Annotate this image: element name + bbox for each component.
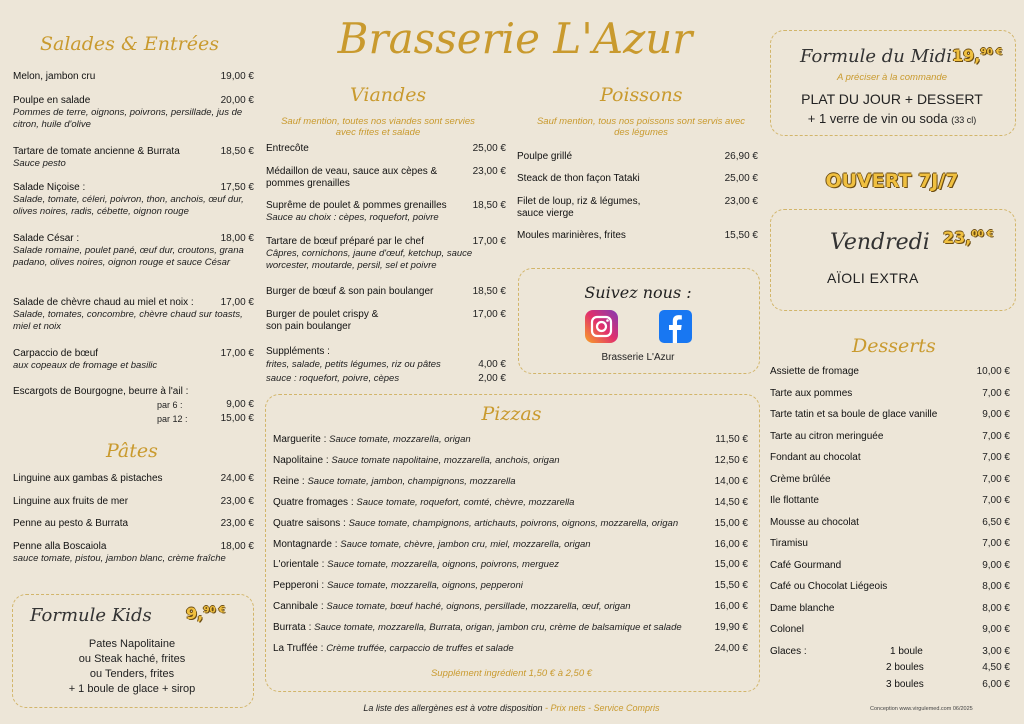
desserts-title: Desserts [852, 335, 936, 357]
supplement-line: sauce : roquefort, poivre, cèpes [266, 373, 400, 384]
footer-note: La liste des allergènes est à votre disposition - Prix nets - Service Compris [363, 703, 660, 713]
menu-item: Entrecôte [266, 143, 309, 154]
pizza-desc: Sauce tomate, jambon, champignons, mozzarella [307, 475, 516, 487]
menu-item: Suprême de poulet & pommes grenailles Sauce au choix : cèpes, roquefort, poivre [266, 200, 447, 223]
dessert-item: Fondant au chocolat [770, 452, 861, 463]
pizza-item [273, 497, 713, 509]
pates-title: Pâtes [106, 440, 158, 462]
dessert-price: 8,00 € [982, 581, 1010, 592]
ouvert-badge: OUVERT 7J/7 [825, 170, 959, 192]
facebook-icon[interactable] [659, 310, 692, 343]
dessert-item: Café ou Chocolat Liégeois [770, 581, 888, 592]
menu-price: 18,00 € [220, 541, 254, 552]
pizza-desc: Sauce tomate napolitaine, mozzarella, anchois, origan [331, 454, 560, 466]
option-label: par 6 : [157, 400, 183, 410]
menu-item: Poulpe en salade Pommes de terre, oignons, poivrons, persillade, jus de citron, huile d'olive [13, 95, 243, 130]
dessert-price: 9,00 € [982, 559, 1010, 571]
dessert-price: 8,00 € [982, 602, 1010, 614]
dessert-price: 10,00 € [976, 366, 1010, 377]
pizza-item [273, 643, 713, 655]
pizza-name: L'orientale : [273, 559, 325, 571]
pizza-item [273, 518, 713, 530]
pizza-desc: Sauce tomate, mozzarella, origan [329, 434, 471, 445]
glace-option: 3 boules [886, 679, 924, 690]
midi-title: Formule du Midi [800, 46, 953, 67]
supplement-price: 2,00 € [478, 373, 506, 384]
pizza-name: Quatre fromages : [273, 496, 354, 508]
pizza-price: 14,00 € [714, 475, 748, 487]
glace-price: 6,00 € [982, 679, 1010, 690]
menu-item: Burger de poulet crispy & son pain boulanger [266, 309, 379, 332]
dessert-price: 7,00 € [982, 430, 1010, 442]
dessert-price: 7,00 € [982, 538, 1010, 549]
menu-item: Penne au pesto & Burrata [13, 518, 129, 529]
pizza-name: La Truffée : [273, 643, 324, 654]
menu-price: 17,00 € [220, 297, 254, 308]
menu-item: Penne alla Boscaiola sauce tomate, pistou, jambon blanc, crème fraîche [13, 541, 226, 564]
dessert-price: 7,00 € [982, 387, 1010, 399]
midi-price: 19,$^{90 €}$ [952, 46, 1003, 65]
vendredi-title: Vendredi [830, 230, 930, 255]
pizza-price: 14,50 € [714, 496, 748, 508]
pizza-price: 11,50 € [715, 434, 748, 445]
poissons-note: Sauf mention, tous nos poissons sont servis avec des légumes [536, 116, 746, 138]
pizza-item [273, 539, 713, 551]
menu-price: 23,00 € [472, 166, 506, 177]
glace-option: 1 boule [890, 646, 923, 657]
pizza-desc: Sauce tomate, bœuf haché, oignons, persillade, mozzarella, œuf, origan [326, 601, 631, 613]
pizza-desc: Sauce tomate, champignons, artichauts, poivrons, oignons, mozzarella, origan [348, 517, 679, 529]
dessert-item: Café Gourmand [770, 559, 842, 571]
menu-price: 26,90 € [724, 151, 758, 162]
menu-price: 23,00 € [724, 196, 758, 207]
kids-title: Formule Kids [30, 605, 152, 626]
dessert-price: 7,00 € [982, 473, 1010, 485]
pizza-item [273, 434, 713, 446]
pizza-item [273, 580, 713, 592]
footer-credit: Conception www.virgulemed.com 06/2025 [870, 706, 973, 712]
dessert-item: Assiette de fromage [770, 366, 859, 377]
option-price: 15,00 € [220, 413, 254, 424]
menu-item: Steack de thon façon Tataki [517, 173, 640, 184]
glace-option: 2 boules [886, 662, 924, 673]
vendredi-dish: AÏOLI EXTRA [827, 270, 919, 286]
pizza-item [273, 601, 713, 613]
kids-price: 9,$^{90 €}$ [186, 604, 226, 623]
pizza-name: Burrata : [273, 622, 312, 634]
menu-price: 15,50 € [724, 230, 758, 241]
menu-price: 19,00 € [220, 71, 254, 82]
midi-subtitle: A préciser à la commande [836, 72, 947, 83]
pizza-name: Marguerite : [273, 434, 327, 445]
menu-item: Tartare de tomate ancienne & Burrata Sauce pesto [13, 146, 180, 169]
pizza-price: 16,00 € [714, 538, 748, 550]
pizza-name: Reine : [273, 475, 305, 487]
pizza-desc: Sauce tomate, roquefort, comté, chèvre, mozzarella [356, 496, 575, 508]
supplement-price: 4,00 € [478, 359, 506, 370]
dessert-item: Dame blanche [770, 602, 835, 614]
dessert-item: Tarte aux pommes [770, 387, 853, 399]
menu-price: 25,00 € [472, 143, 506, 154]
pizza-item [273, 559, 713, 571]
menu-item: Filet de loup, riz & légumes, sauce vierge [517, 196, 641, 219]
menu-item: Salade César : Salade romaine, poulet pané, œuf dur, croutons, grana padano, olives noires, oignon rouge et sauce César [13, 233, 244, 268]
pizza-desc: Sauce tomate, chèvre, jambon cru, miel, mozzarella, origan [340, 538, 591, 550]
supplements-title: Suppléments : [266, 346, 330, 357]
menu-price: 17,00 € [472, 236, 506, 247]
viandes-note: Sauf mention, toutes nos viandes sont servies avec frites et salade [281, 116, 475, 138]
salades-title: Salades & Entrées [40, 33, 219, 55]
dessert-item: Tarte au citron meringuée [770, 430, 884, 442]
pizza-price: 12,50 € [714, 454, 748, 466]
option-label: par 12 : [157, 414, 188, 424]
poissons-title: Poissons [600, 84, 683, 106]
menu-price: 25,00 € [724, 173, 758, 184]
pizza-price: 16,00 € [714, 601, 748, 613]
menu-price: 23,00 € [220, 496, 254, 507]
menu-item: Tartare de bœuf préparé par le chef Câpres, cornichons, jaune d'œuf, ketchup, sauce worcester, moutarde, persil, sel et poivre [266, 236, 473, 271]
social-name: Brasserie L'Azur [601, 352, 675, 363]
pizza-price: 15,00 € [714, 517, 748, 529]
glaces-label: Glaces : [770, 646, 807, 657]
dessert-item: Tiramisu [770, 538, 808, 549]
menu-item: Melon, jambon cru [13, 71, 96, 82]
instagram-icon[interactable] [585, 310, 618, 343]
pizzas-title: Pizzas [481, 403, 542, 425]
midi-line2: + 1 verre de vin ou soda (33 cl) [807, 111, 977, 126]
pizza-name: Montagnarde : [273, 538, 338, 550]
dessert-price: 9,00 € [982, 624, 1010, 635]
menu-price: 17,00 € [472, 309, 506, 320]
menu-price: 18,00 € [220, 233, 254, 244]
pizza-desc: Sauce tomate, mozzarella, oignons, poivrons, merguez [327, 559, 559, 571]
pizza-item [273, 476, 713, 488]
menu-item: Salade Niçoise : Salade, tomate, céleri, poivron, thon, anchois, œuf dur, olives noires, radis, cébette, oignon rouge [13, 182, 244, 217]
menu-item: Médaillon de veau, sauce aux cèpes & pommes grenailles [266, 166, 438, 189]
pizzas-supplement: Supplément ingrédient 1,50 € à 2,50 € [430, 668, 593, 679]
midi-line1: PLAT DU JOUR + DESSERT [801, 91, 983, 107]
dessert-price: 6,50 € [982, 516, 1010, 528]
dessert-item: Tarte tatin et sa boule de glace vanille [770, 409, 938, 420]
restaurant-title: Brasserie L'Azur [337, 14, 693, 63]
menu-price: 20,00 € [220, 95, 254, 106]
dessert-item: Ile flottante [770, 495, 819, 506]
pizza-name: Napolitaine : [273, 454, 329, 466]
dessert-item: Colonel [770, 624, 804, 635]
vendredi-price: 23,$^{00 €}$ [943, 228, 994, 247]
menu-item: Poulpe grillé [517, 151, 573, 162]
pizza-desc: Crème truffée, carpaccio de truffes et salade [326, 643, 514, 654]
pizza-name: Pepperoni : [273, 580, 325, 592]
menu-price: 18,50 € [472, 286, 506, 297]
pizza-name: Cannibale : [273, 601, 324, 613]
dessert-price: 7,00 € [982, 452, 1010, 463]
viandes-title: Viandes [350, 84, 427, 106]
pizza-price: 15,00 € [714, 559, 748, 571]
dessert-price: 7,00 € [982, 495, 1010, 506]
menu-price: 23,00 € [220, 518, 254, 529]
pizza-item [273, 622, 713, 634]
pizza-desc: Sauce tomate, mozzarella, Burrata, origan, jambon cru, crème de balsamique et salade [314, 622, 682, 634]
menu-item: Linguine aux fruits de mer [13, 496, 129, 507]
pizza-item [273, 455, 713, 467]
social-title: Suivez nous : [584, 283, 692, 302]
pizza-name: Quatre saisons : [273, 517, 346, 529]
glace-price: 3,00 € [982, 646, 1010, 657]
pizza-desc: Sauce tomate, mozzarella, oignons, pepperoni [326, 580, 523, 592]
menu-price: 17,00 € [220, 348, 254, 359]
kids-lines: Pates Napolitaine ou Steak haché, frites ou Tenders, frites + 1 boule de glace + sirop [68, 638, 196, 695]
menu-item: Salade de chèvre chaud au miel et noix : Salade, tomates, concombre, chèvre chaud sur toasts, miel et noix [13, 297, 243, 332]
vendredi-box [770, 209, 1016, 311]
dessert-item: Mousse au chocolat [770, 516, 859, 528]
menu-item: Carpaccio de bœuf aux copeaux de fromage et basilic [13, 348, 158, 371]
dessert-item: Crème brûlée [770, 473, 831, 485]
menu-item-escargots: Escargots de Bourgogne, beurre à l'ail : [13, 386, 189, 397]
menu-price: 18,50 € [220, 146, 254, 157]
menu-item: Burger de bœuf & son pain boulanger [266, 286, 434, 297]
menu-price: 24,00 € [220, 473, 254, 484]
dessert-price: 9,00 € [982, 409, 1010, 420]
menu-price: 18,50 € [472, 200, 506, 211]
option-price: 9,00 € [226, 399, 254, 410]
supplement-line: frites, salade, petits légumes, riz ou pâtes [266, 359, 441, 370]
menu-item: Moules marinières, frites [517, 230, 626, 241]
pizza-price: 15,50 € [714, 580, 748, 592]
menu-price: 17,50 € [220, 182, 254, 193]
pizza-price: 24,00 € [714, 643, 748, 654]
menu-item: Linguine aux gambas & pistaches [13, 473, 163, 484]
glace-price: 4,50 € [982, 662, 1010, 673]
pizza-price: 19,90 € [714, 622, 748, 634]
